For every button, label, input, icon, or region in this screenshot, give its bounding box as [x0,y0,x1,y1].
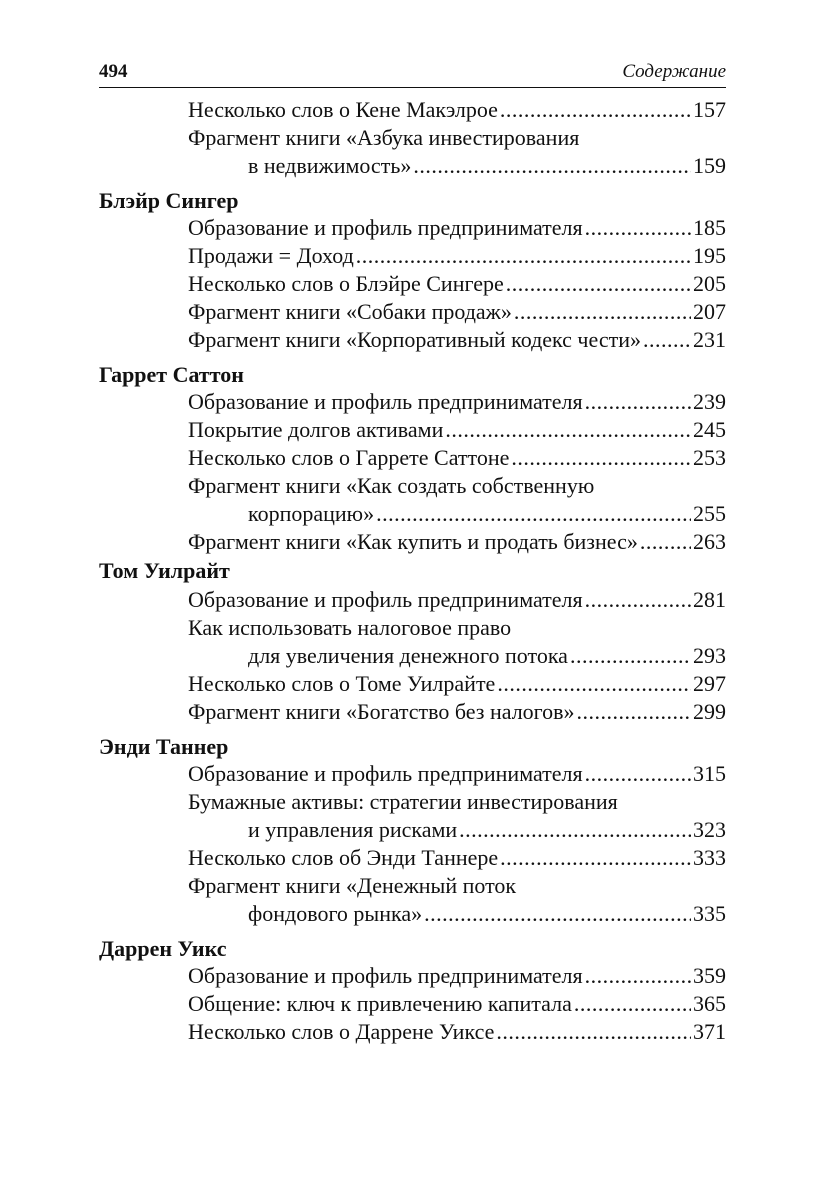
toc-entry-title-first-line: Фрагмент книги «Азбука инвестирования [188,125,580,150]
dot-leader [640,528,691,556]
toc-entry [188,586,726,614]
toc-entry-title: Несколько слов о Гаррете Саттоне [188,445,510,470]
page-header [99,61,726,87]
toc-entry-title: Покрытие долгов активами [188,417,444,442]
dot-leader [500,844,691,872]
section-author: Том Уилрайт [99,558,230,583]
dot-leader [459,816,691,844]
toc-entry-title: Общение: ключ к привлечению капитала [188,991,572,1016]
toc-entry [248,500,726,528]
toc-entry-page: 195 [693,243,726,268]
toc-entry [188,844,726,872]
section-author: Энди Таннер [99,734,229,759]
toc-entry-title: корпорацию» [248,501,375,526]
toc-entry-page: 371 [693,1019,726,1044]
toc-entry [188,388,726,416]
toc-entry-title: Несколько слов о Блэйре Сингере [188,271,504,296]
dot-leader [424,900,691,928]
toc-entry-page: 245 [693,417,726,442]
toc-entry [188,990,726,1018]
dot-leader [445,416,691,444]
toc-entry-page: 253 [693,445,726,470]
toc-entry-page: 323 [693,817,726,842]
toc-entry-page: 333 [693,845,726,870]
toc-entry [188,298,726,326]
toc-entry-page: 365 [693,991,726,1016]
section-author: Даррен Уикс [99,936,227,961]
dot-leader [570,642,691,670]
running-title: Содержание [622,61,726,82]
toc-entry [188,698,726,726]
toc-entry [188,242,726,270]
toc-entry-page: 159 [693,153,726,178]
toc-entry [248,816,726,844]
toc-entry-page: 207 [693,299,726,324]
toc-entry [188,214,726,242]
toc-entry [188,962,726,990]
toc-entry-page: 335 [693,901,726,926]
section-author: Гаррет Саттон [99,362,244,387]
dot-leader [356,242,691,270]
toc-entry [188,96,726,124]
page-number: 494 [99,61,128,82]
dot-leader [643,326,691,354]
toc-entry [248,152,726,180]
dot-leader [585,962,691,990]
dot-leader [585,760,691,788]
toc-entry-page: 205 [693,271,726,296]
toc-entry [188,326,726,354]
toc-entry-title: Фрагмент книги «Корпоративный кодекс чести» [188,327,641,352]
toc-entry-title: Образование и профиль предпринимателя [188,761,583,786]
toc-entry-title: Образование и профиль предпринимателя [188,963,583,988]
toc-entry-title: Несколько слов о Кене Макэлрое [188,97,498,122]
section-author: Блэйр Сингер [99,188,239,213]
toc-entry [248,642,726,670]
toc-entry-page: 293 [693,643,726,668]
dot-leader [585,388,691,416]
toc-entry-page: 231 [693,327,726,352]
dot-leader [574,990,691,1018]
dot-leader [497,670,691,698]
toc-entry-title: в недвижимость» [248,153,412,178]
toc-entry-page: 297 [693,671,726,696]
toc-entry [188,760,726,788]
toc-entry-title-first-line: Бумажные активы: стратегии инвестирования [188,789,618,814]
dot-leader [585,214,691,242]
toc-entry-title: Фрагмент книги «Собаки продаж» [188,299,512,324]
header-rule [99,87,726,88]
dot-leader [511,444,691,472]
toc-entry-page: 157 [693,97,726,122]
dot-leader [585,586,691,614]
toc-entry-page: 239 [693,389,726,414]
toc-entry-title: Несколько слов о Томе Уилрайте [188,671,496,696]
toc-entry-title: для увеличения денежного потока [248,643,568,668]
toc-entry [188,670,726,698]
toc-entry-page: 315 [693,761,726,786]
toc-entry-page: 255 [693,501,726,526]
toc-entry-page: 185 [693,215,726,240]
dot-leader [376,500,691,528]
toc-entry [188,444,726,472]
dot-leader [514,298,691,326]
toc-entry-title-first-line: Фрагмент книги «Как создать собственную [188,473,595,498]
dot-leader [577,698,691,726]
toc-entry-title: Образование и профиль предпринимателя [188,215,583,240]
dot-leader [506,270,691,298]
toc-entry-title: Несколько слов о Даррене Уиксе [188,1019,495,1044]
toc-entry [188,416,726,444]
toc-entry-title: Фрагмент книги «Как купить и продать бизнес» [188,529,638,554]
dot-leader [413,152,691,180]
toc-entry-title: Продажи = Доход [188,243,354,268]
toc-entry [188,1018,726,1046]
dot-leader [496,1018,691,1046]
toc-entry-title: фондового рынка» [248,901,423,926]
toc-entry-page: 281 [693,587,726,612]
toc-entry-title: Образование и профиль предпринимателя [188,587,583,612]
toc-entry [188,270,726,298]
toc-entry-page: 299 [693,699,726,724]
toc-entry-page: 359 [693,963,726,988]
toc-entry-title-first-line: Фрагмент книги «Денежный поток [188,873,517,898]
toc-entry-page: 263 [693,529,726,554]
toc-entry-title: и управления рисками [248,817,458,842]
toc-entry-title: Несколько слов об Энди Таннере [188,845,499,870]
toc-entry [248,900,726,928]
toc-entry-title: Образование и профиль предпринимателя [188,389,583,414]
toc-entry [188,528,726,556]
toc-entry-title: Фрагмент книги «Богатство без налогов» [188,699,575,724]
dot-leader [500,96,691,124]
toc-entry-title-first-line: Как использовать налоговое право [188,615,512,640]
